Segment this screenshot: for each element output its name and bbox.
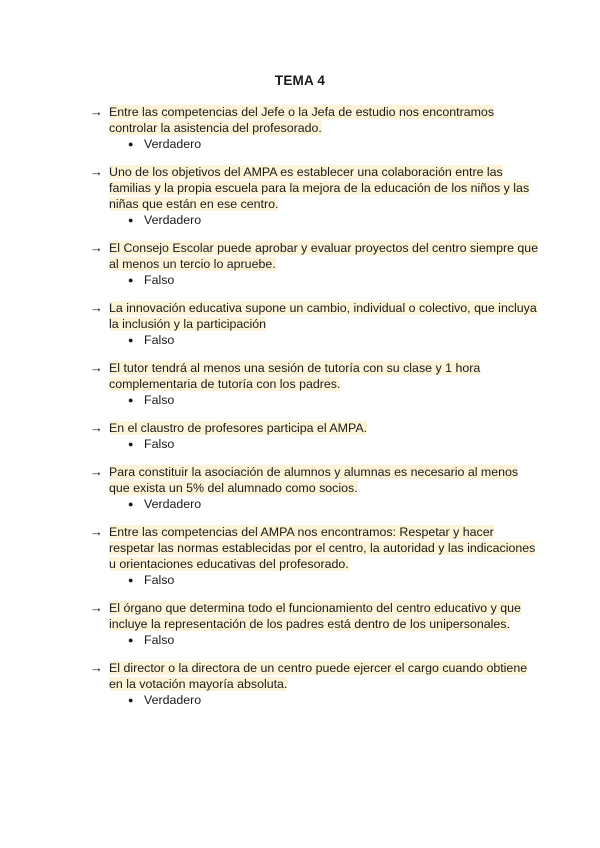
- question-highlight: En el claustro de profesores participa el AMPA.: [109, 421, 368, 435]
- question-highlight: El Consejo Escolar puede aprobar y evaluar proyectos del centro siempre que al menos un tercio lo apruebe.: [109, 241, 539, 271]
- answer-row: [128, 392, 540, 408]
- question-text: [109, 360, 540, 392]
- answer-row: [128, 496, 540, 512]
- question-row: [90, 360, 540, 392]
- question-highlight: Entre las competencias del AMPA nos encontramos: Respetar y hacer respetar las normas establecidas por el centro, la autoridad y las indicaciones u orientaciones educativas del profesorado.: [109, 525, 536, 571]
- answer-row: [128, 692, 540, 708]
- arrow-icon: →: [90, 464, 103, 479]
- bullet-icon: ●: [128, 695, 134, 705]
- question-row: [90, 464, 540, 496]
- page-title: TEMA 4: [274, 73, 326, 88]
- answer-row: [128, 632, 540, 648]
- question-item: [90, 600, 540, 648]
- answer-row: [128, 212, 540, 228]
- question-item: [90, 524, 540, 588]
- question-item: [90, 104, 540, 152]
- question-text: [109, 240, 540, 272]
- question-row: [90, 104, 540, 136]
- question-highlight: El tutor tendrá al menos una sesión de tutoría con su clase y 1 hora complementaria de tutoría con los padres.: [109, 361, 481, 391]
- question-row: [90, 164, 540, 212]
- answer-row: [128, 272, 540, 288]
- answer-row: [128, 436, 540, 452]
- question-text: [109, 300, 540, 332]
- arrow-icon: →: [90, 240, 103, 255]
- arrow-icon: →: [90, 420, 103, 435]
- question-text: [109, 660, 540, 692]
- answer-text: Falso: [144, 393, 175, 407]
- arrow-icon: →: [90, 600, 103, 615]
- arrow-icon: →: [90, 360, 103, 375]
- question-row: [90, 420, 540, 436]
- question-highlight: La innovación educativa supone un cambio, individual o colectivo, que incluya la inclusión y la participación: [109, 301, 537, 331]
- bullet-icon: ●: [128, 139, 134, 149]
- answer-text: Falso: [144, 333, 175, 347]
- question-item: [90, 360, 540, 408]
- answer-row: [128, 332, 540, 348]
- question-highlight: Para constituir la asociación de alumnos y alumnas es necesario al menos que exista un 5% del alumnado como socios.: [109, 465, 519, 495]
- answer-text: Falso: [144, 573, 175, 587]
- answer-text: Falso: [144, 633, 175, 647]
- bullet-icon: ●: [128, 275, 134, 285]
- arrow-icon: →: [90, 164, 103, 179]
- arrow-icon: →: [90, 300, 103, 315]
- question-row: [90, 600, 540, 632]
- question-item: [90, 300, 540, 348]
- bullet-icon: ●: [128, 575, 134, 585]
- arrow-icon: →: [90, 104, 103, 119]
- bullet-icon: ●: [128, 439, 134, 449]
- answer-text: Verdadero: [144, 497, 202, 511]
- question-list: [90, 104, 540, 720]
- question-item: [90, 240, 540, 288]
- arrow-icon: →: [90, 524, 103, 539]
- answer-text: Falso: [144, 437, 175, 451]
- question-row: [90, 524, 540, 572]
- question-text: [109, 524, 540, 572]
- question-highlight: El director o la directora de un centro puede ejercer el cargo cuando obtiene en la votación mayoría absoluta.: [109, 661, 528, 691]
- question-text: [109, 164, 540, 212]
- bullet-icon: ●: [128, 499, 134, 509]
- question-highlight: El órgano que determina todo el funcionamiento del centro educativo y que incluye la representación de los padres está dentro de los unipersonales.: [109, 601, 521, 631]
- bullet-icon: ●: [128, 395, 134, 405]
- question-item: [90, 164, 540, 228]
- answer-row: [128, 572, 540, 588]
- arrow-icon: →: [90, 660, 103, 675]
- answer-text: Falso: [144, 273, 175, 287]
- bullet-icon: ●: [128, 335, 134, 345]
- question-row: [90, 660, 540, 692]
- question-text: [109, 420, 367, 436]
- question-row: [90, 240, 540, 272]
- question-item: [90, 420, 540, 452]
- question-text: [109, 464, 540, 496]
- bullet-icon: ●: [128, 635, 134, 645]
- question-highlight: Uno de los objetivos del AMPA es establecer una colaboración entre las familias y la propia escuela para la mejora de la educación de los niños y las niñas que están en ese centro.: [109, 165, 530, 211]
- question-row: [90, 300, 540, 332]
- question-item: [90, 464, 540, 512]
- answer-row: [128, 136, 540, 152]
- question-text: [109, 104, 540, 136]
- answer-text: Verdadero: [144, 213, 202, 227]
- answer-text: Verdadero: [144, 137, 202, 151]
- answer-text: Verdadero: [144, 693, 202, 707]
- question-text: [109, 600, 540, 632]
- bullet-icon: ●: [128, 215, 134, 225]
- question-item: [90, 660, 540, 708]
- question-highlight: Entre las competencias del Jefe o la Jefa de estudio nos encontramos controlar la asistencia del profesorado.: [109, 105, 495, 135]
